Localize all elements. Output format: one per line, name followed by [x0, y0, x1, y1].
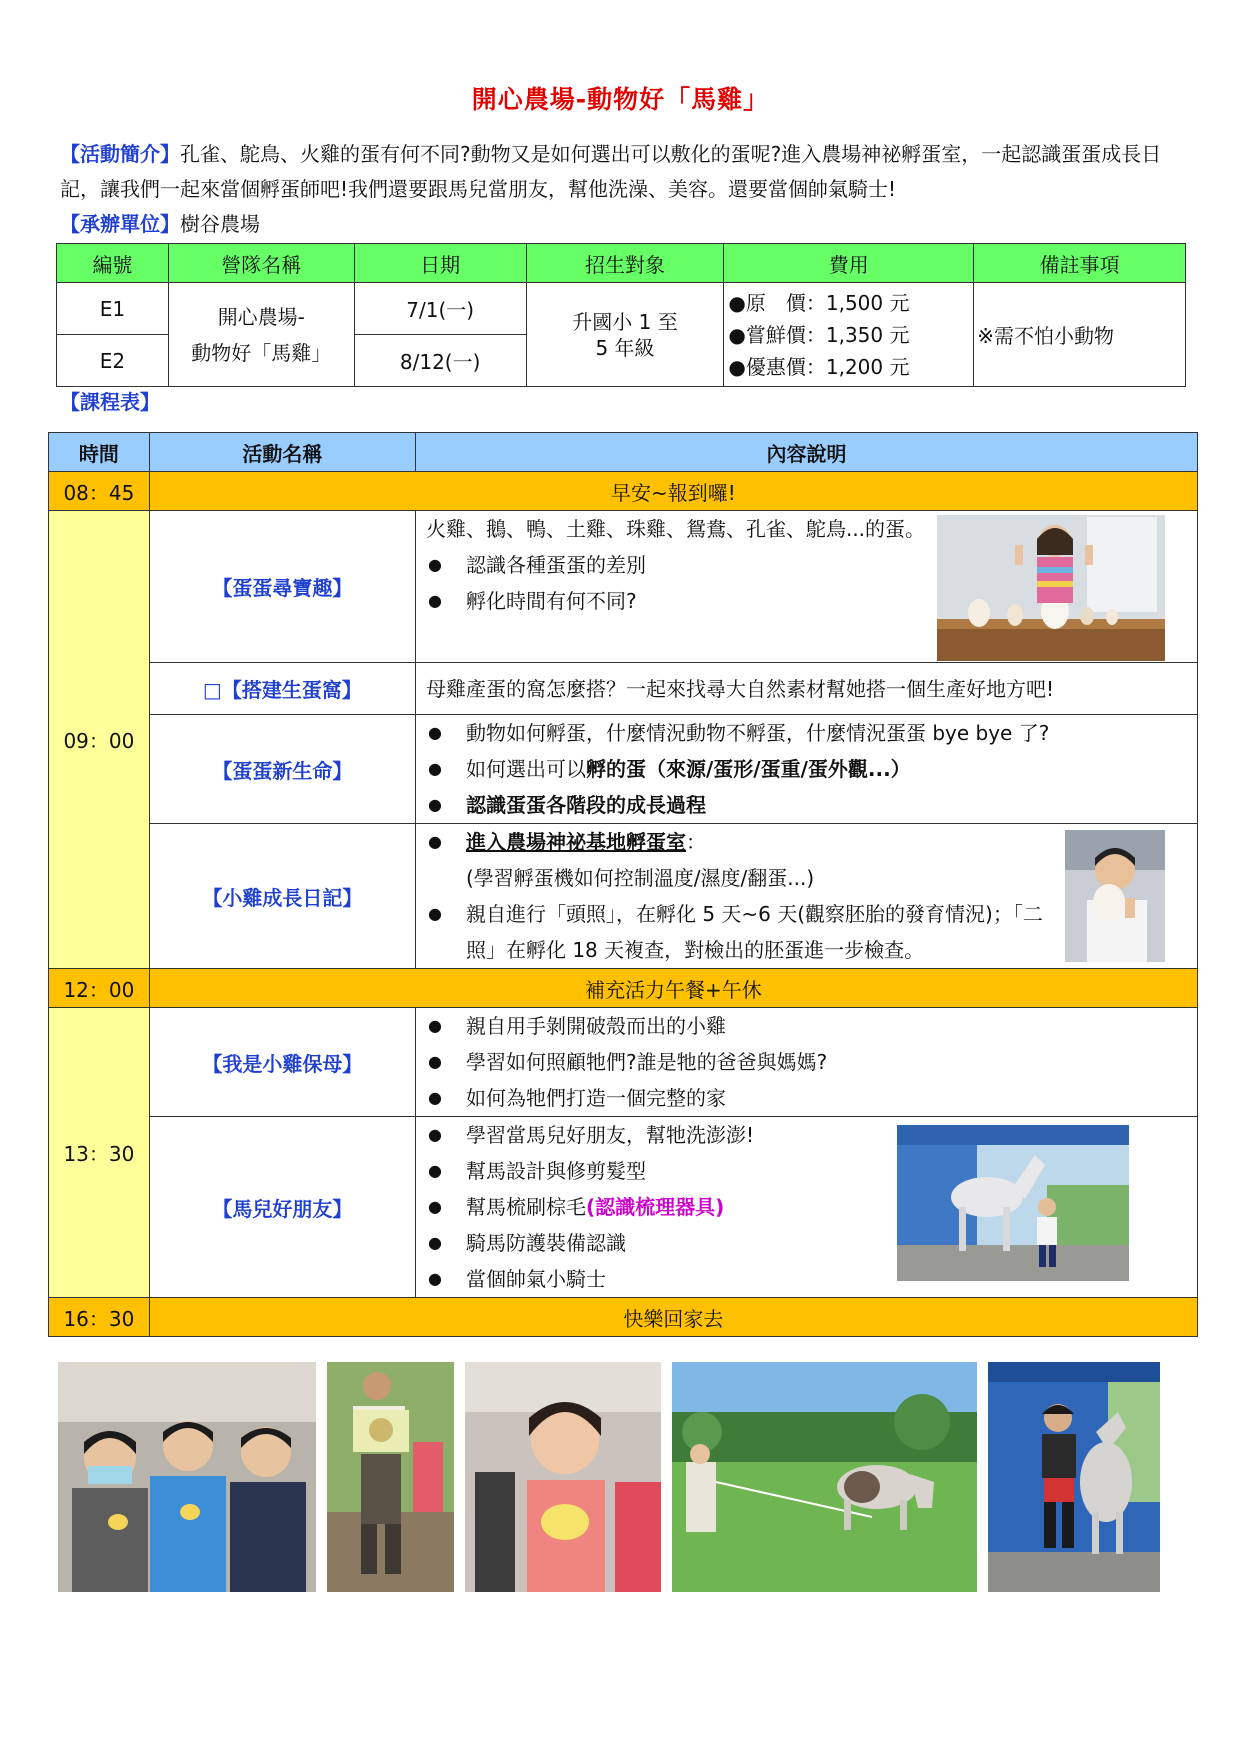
schedule-table	[48, 432, 1198, 1337]
schedule-header-row	[49, 433, 1198, 472]
schedule-bar-row	[49, 472, 1198, 511]
activity-name: 【蛋蛋尋寶趣】	[149, 511, 415, 663]
activity-name: 【蛋蛋新生命】	[149, 715, 415, 824]
time-cell: 16：30	[49, 1298, 150, 1337]
intro-label: 【活動簡介】	[60, 142, 180, 166]
camp-date: 7/1(一)	[354, 283, 526, 335]
desc-item: ● 幫馬設計與修剪髮型	[426, 1153, 1187, 1189]
organizer-line	[60, 210, 260, 238]
time-cell: 13：30	[49, 1008, 150, 1298]
desc-text: (學習孵蛋機如何控制溫度/濕度/翻蛋...)	[465, 866, 815, 890]
desc-item: ● 親自用手剝開破殼而出的小雞	[426, 1008, 1187, 1044]
schedule-bar-row	[49, 1298, 1198, 1337]
desc-item: ● 動物如何孵蛋，什麼情況動物不孵蛋，什麼情況蛋蛋 bye bye 了?	[426, 715, 1187, 751]
time-cell: 09：00	[49, 511, 150, 969]
camp-name-line: 開心農場-	[217, 304, 305, 329]
desc-item: ● 如何為牠們打造一個完整的家	[426, 1080, 1187, 1116]
camp-code: E2	[57, 335, 169, 387]
bar-text: 快樂回家去	[149, 1298, 1197, 1337]
desc-text: 如何選出可以	[465, 757, 586, 781]
desc-item: ● 學習當馬兒好朋友，幫牠洗澎澎!	[426, 1117, 1187, 1153]
camp-code: E1	[57, 283, 169, 335]
photo-boys-holding-chicks	[58, 1362, 316, 1592]
camp-date: 8/12(一)	[354, 335, 526, 387]
fee-line: ●原 價：1,500 元	[728, 290, 910, 315]
desc-text: 火雞、鵝、鴨、土雞、珠雞、鴛鴦、孔雀、鴕鳥...的蛋。	[425, 517, 926, 541]
fee-line: ●優惠價：1,200 元	[728, 354, 910, 379]
photo-girl-with-pony	[672, 1362, 977, 1592]
schedule-header: 內容說明	[415, 433, 1197, 472]
schedule-label: 【課程表】	[60, 390, 160, 414]
activity-desc	[415, 715, 1197, 824]
desc-text: ：	[685, 830, 706, 854]
fee-line: ●嘗鮮價：1,350 元	[728, 322, 910, 347]
camp-name	[168, 283, 354, 387]
info-header: 備註事項	[974, 244, 1186, 283]
photo-girl-with-eggs	[937, 515, 1165, 661]
schedule-row	[49, 511, 1198, 663]
info-header: 費用	[724, 244, 974, 283]
schedule-row	[49, 663, 1198, 715]
intro-paragraph	[60, 137, 1190, 207]
desc-highlight: (認識梳理器具)	[585, 1195, 725, 1219]
camp-fees	[724, 283, 974, 387]
activity-desc	[415, 511, 1197, 663]
activity-name: 【馬兒好朋友】	[149, 1117, 415, 1298]
organizer-label: 【承辦單位】	[60, 212, 180, 236]
desc-item	[426, 787, 1187, 823]
desc-bold: 認識蛋蛋各階段的成長過程	[465, 793, 706, 817]
schedule-row	[49, 824, 1198, 969]
camp-name-line: 動物好「馬雞」	[191, 340, 332, 365]
desc-text: 幫馬梳刷棕毛	[465, 1195, 586, 1219]
camp-info-table	[56, 243, 1186, 387]
desc-item	[426, 751, 1187, 787]
schedule-row	[49, 715, 1198, 824]
activity-desc	[415, 1008, 1197, 1117]
time-cell: 12：00	[49, 969, 150, 1008]
info-row	[57, 283, 1186, 335]
desc-item	[426, 824, 1062, 896]
camp-target	[526, 283, 724, 387]
schedule-header: 活動名稱	[149, 433, 415, 472]
page-title: 開心農場-動物好「馬雞」	[471, 85, 770, 114]
target-line: 升國小 1 至	[572, 309, 678, 334]
schedule-header: 時間	[49, 433, 150, 472]
photo-boy-in-riding-gear	[988, 1362, 1160, 1592]
desc-item: ● 當個帥氣小騎士	[426, 1261, 1187, 1297]
intro-text: 孔雀、鴕鳥、火雞的蛋有何不同?動物又是如何選出可以敷化的蛋呢?進入農場神祕孵蛋室，一起認識蛋蛋成長日記，讓我們一起來當個孵蛋師吧!我們還要跟馬兒當朋友，幫他洗澡、美容。還要當個帥氣騎士!	[60, 142, 1162, 201]
schedule-row	[49, 1117, 1198, 1298]
activity-name: □【搭建生蛋窩】	[149, 663, 415, 715]
photo-boy-with-egg	[1065, 830, 1165, 962]
schedule-row	[49, 1008, 1198, 1117]
info-header: 招生對象	[526, 244, 724, 283]
info-header: 編號	[57, 244, 169, 283]
desc-item: ● 學習如何照顧牠們?誰是牠的爸爸與媽媽?	[426, 1044, 1187, 1080]
desc-item: ● 親自進行「頭照」，在孵化 5 天~6 天(觀察胚胎的發育情況)；「二照」在孵化 18 天複查，對檢出的胚蛋進一步檢查。	[426, 896, 1062, 968]
camp-note: ※需不怕小動物	[974, 283, 1186, 387]
target-line: 5 年級	[595, 335, 655, 360]
activity-name: 【我是小雞保母】	[149, 1008, 415, 1117]
desc-item: ● 認識各種蛋蛋的差別	[426, 547, 1187, 583]
info-header-row	[57, 244, 1186, 283]
time-cell: 08：45	[49, 472, 150, 511]
organizer-value: 樹谷農場	[180, 212, 260, 236]
info-header: 日期	[354, 244, 526, 283]
desc-item: ● 孵化時間有何不同?	[426, 583, 1187, 619]
desc-item: ● 騎馬防護裝備認識	[426, 1225, 1187, 1261]
activity-desc	[415, 824, 1197, 969]
bar-text: 早安~報到囉!	[149, 472, 1197, 511]
activity-desc	[415, 1117, 1197, 1298]
photo-boy-with-horse	[897, 1125, 1129, 1281]
desc-bold: 進入農場神祕基地孵蛋室	[465, 830, 686, 854]
photo-girl-with-chick	[465, 1362, 661, 1592]
activity-desc: 母雞產蛋的窩怎麼搭？一起來找尋大自然素材幫她搭一個生產好地方吧!	[415, 663, 1197, 715]
info-header: 營隊名稱	[168, 244, 354, 283]
photo-boy-with-certificate	[327, 1362, 454, 1592]
desc-bold: 孵的蛋（來源/蛋形/蛋重/蛋外觀...）	[585, 757, 911, 781]
bar-text: 補充活力午餐+午休	[149, 969, 1197, 1008]
activity-name: 【小雞成長日記】	[149, 824, 415, 969]
schedule-bar-row	[49, 969, 1198, 1008]
